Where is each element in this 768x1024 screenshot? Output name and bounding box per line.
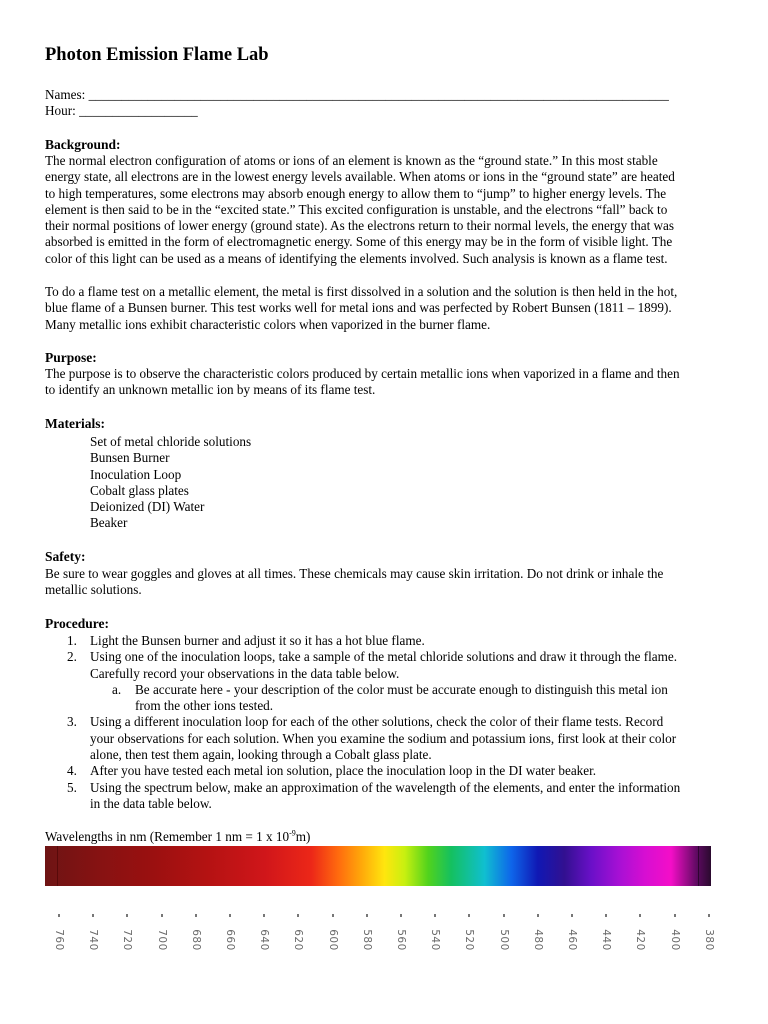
step-text: in the data table below. bbox=[90, 795, 212, 811]
tick-label: 380 bbox=[702, 929, 715, 951]
list-item: Inoculation Loop bbox=[90, 466, 182, 482]
procedure-step bbox=[45, 714, 715, 763]
wavelength-tick bbox=[120, 914, 134, 951]
procedure-step bbox=[45, 763, 715, 779]
text-line: metallic solutions. bbox=[45, 582, 142, 598]
spectrum-caption bbox=[45, 829, 310, 845]
wavelength-tick bbox=[428, 914, 442, 951]
tick-label: 580 bbox=[360, 929, 373, 951]
tick-mark bbox=[674, 914, 676, 917]
text-line: To do a flame test on a metallic element, the metal is first dissolved in a solution and the solution is then held in the hot, bbox=[45, 284, 678, 299]
tick-mark bbox=[708, 914, 710, 917]
step-text: Using a different inoculation loop for each of the other solutions, check the color of their flame tests. Record bbox=[90, 714, 664, 730]
text-line: to high temperatures, some electrons may absorb enough energy to allow them to “jump” to higher energy levels. The bbox=[45, 185, 667, 201]
tick-label: 660 bbox=[224, 929, 236, 951]
list-item: Set of metal chloride solutions bbox=[90, 434, 252, 449]
tick-mark bbox=[571, 914, 573, 917]
procedure-step bbox=[45, 633, 715, 649]
text-line: absorbed is emitted in the form of electromagnetic energy. Some of this energy may be in the form of visible light. The bbox=[45, 234, 673, 250]
background-paragraph-1 bbox=[45, 153, 713, 267]
tick-label: 760 bbox=[53, 929, 65, 951]
wavelength-tick bbox=[702, 914, 716, 951]
tick-mark bbox=[434, 914, 436, 917]
wavelength-tick bbox=[52, 914, 66, 951]
wavelength-tick bbox=[86, 914, 100, 951]
spectrum-caption-end: m) bbox=[295, 829, 311, 844]
tick-label: 560 bbox=[395, 929, 407, 951]
step-text: your observations for each solution. When you examine the sodium and potassium ions, first look at their color bbox=[90, 730, 677, 746]
step-number: 3. bbox=[67, 714, 77, 730]
tick-mark bbox=[297, 914, 299, 917]
spectrum-edge-right bbox=[698, 846, 699, 886]
procedure-step bbox=[45, 780, 715, 813]
tick-label: 500 bbox=[497, 929, 510, 951]
step-text: Carefully record your observations in the data table below. bbox=[90, 665, 400, 681]
safety-paragraph bbox=[45, 566, 713, 599]
tick-label: 520 bbox=[463, 929, 476, 951]
step-number: 1. bbox=[67, 633, 77, 648]
tick-label: 400 bbox=[668, 929, 681, 951]
page-title: Photon Emission Flame Lab bbox=[45, 45, 269, 65]
spectrum-edge-left bbox=[57, 846, 58, 886]
text-line: their normal positions of lower energy (ground state). As the electrons return to their normal levels, the energy that was bbox=[45, 218, 675, 234]
text-line: to identify an unknown metallic ion by means of its flame test. bbox=[45, 382, 376, 398]
step-number: 2. bbox=[67, 649, 77, 665]
purpose-paragraph bbox=[45, 366, 713, 399]
background-heading: Background: bbox=[45, 137, 121, 152]
text-line: Be sure to wear goggles and gloves at all times. These chemicals may cause skin irritation. Do not drink or inhale the bbox=[45, 566, 664, 581]
procedure-list bbox=[45, 633, 715, 812]
tick-label: 480 bbox=[531, 929, 544, 951]
step-text: Using the spectrum below, make an approximation of the wavelength of the elements, and enter the information bbox=[90, 779, 681, 795]
wavelength-tick bbox=[462, 914, 476, 951]
wavelength-tick bbox=[360, 914, 374, 951]
tick-label: 420 bbox=[634, 929, 647, 951]
step-text: Using one of the inoculation loops, take a sample of the metal chloride solutions and draw it through the flame. bbox=[90, 649, 678, 665]
tick-label: 440 bbox=[600, 929, 613, 951]
hour-line: Hour: __________________ bbox=[45, 103, 198, 118]
spectrum-caption-exponent: -9 bbox=[289, 828, 296, 838]
text-line: The purpose is to observe the characteristic colors produced by certain metallic ions when vaporized in a flame and then bbox=[45, 366, 680, 381]
names-line: Names: ________________________________________________________________________________________ bbox=[45, 87, 669, 102]
tick-label: 600 bbox=[326, 929, 339, 951]
text-line: Many metallic ions exhibit characteristic colors when vaporized in the burner flame. bbox=[45, 316, 491, 332]
tick-label: 640 bbox=[258, 929, 271, 951]
tick-mark bbox=[605, 914, 607, 917]
text-line: color of this light can be used as a means of identifying the elements involved. Such analysis is known as a flame test. bbox=[45, 250, 668, 266]
tick-label: 700 bbox=[155, 929, 168, 951]
tick-label: 620 bbox=[292, 929, 305, 951]
tick-label: 720 bbox=[121, 929, 134, 951]
wavelength-tick bbox=[155, 914, 169, 951]
tick-mark bbox=[229, 914, 231, 917]
materials-list bbox=[90, 434, 251, 532]
wavelength-tick bbox=[497, 914, 511, 951]
list-item: Bunsen Burner bbox=[90, 450, 170, 466]
list-item: Deionized (DI) Water bbox=[90, 499, 205, 515]
procedure-heading: Procedure: bbox=[45, 616, 109, 631]
wavelength-tick bbox=[668, 914, 682, 951]
procedure-substep bbox=[45, 682, 715, 715]
substep-text: from the other ions tested. bbox=[135, 698, 274, 714]
purpose-heading: Purpose: bbox=[45, 350, 97, 365]
tick-mark bbox=[503, 914, 505, 917]
visible-spectrum-image bbox=[45, 846, 711, 886]
safety-heading: Safety: bbox=[45, 549, 86, 564]
text-line: The normal electron configuration of atoms or ions of an element is known as the “ground state.” In this most stable bbox=[45, 153, 658, 168]
tick-mark bbox=[468, 914, 470, 917]
wavelength-tick bbox=[531, 914, 545, 951]
tick-mark bbox=[58, 914, 60, 917]
tick-mark bbox=[537, 914, 539, 917]
procedure-step bbox=[45, 649, 715, 682]
tick-mark bbox=[92, 914, 94, 917]
tick-mark bbox=[332, 914, 334, 917]
step-text: alone, then test them again, looking through a Cobalt glass plate. bbox=[90, 747, 432, 763]
tick-label: 460 bbox=[566, 929, 578, 951]
wavelength-tick bbox=[633, 914, 647, 951]
wavelength-tick bbox=[599, 914, 613, 951]
tick-mark bbox=[400, 914, 402, 917]
step-text: After you have tested each metal ion solution, place the inoculation loop in the DI water beaker. bbox=[90, 763, 597, 779]
materials-heading: Materials: bbox=[45, 416, 105, 431]
text-line: element is then said to be in the “excited state.” This excited configuration is unstable, and the electrons “fall” back to bbox=[45, 201, 668, 217]
step-number: 4. bbox=[67, 763, 77, 779]
list-item: Cobalt glass plates bbox=[90, 482, 189, 498]
tick-label: 680 bbox=[189, 929, 202, 951]
tick-mark bbox=[263, 914, 265, 917]
tick-mark bbox=[126, 914, 128, 917]
tick-mark bbox=[366, 914, 368, 917]
substep-letter: a. bbox=[112, 681, 122, 697]
spectrum-caption-text: Wavelengths in nm (Remember 1 nm = 1 x 10 bbox=[45, 829, 290, 844]
wavelength-tick bbox=[189, 914, 203, 951]
text-line: blue flame of a Bunsen burner. This test works well for metal ions and was perfected by Robert Bunsen (1811 – 1899). bbox=[45, 300, 672, 316]
step-text: Light the Bunsen burner and adjust it so it has a hot blue flame. bbox=[90, 633, 425, 648]
wavelength-scale bbox=[45, 914, 725, 964]
wavelength-tick bbox=[326, 914, 340, 951]
list-item: Beaker bbox=[90, 515, 128, 531]
tick-label: 540 bbox=[429, 929, 442, 951]
wavelength-tick bbox=[223, 914, 237, 951]
wavelength-tick bbox=[291, 914, 305, 951]
wavelength-tick bbox=[565, 914, 579, 951]
tick-mark bbox=[195, 914, 197, 917]
tick-mark bbox=[639, 914, 641, 917]
step-number: 5. bbox=[67, 779, 77, 795]
background-paragraph-2 bbox=[45, 284, 713, 333]
wavelength-tick bbox=[394, 914, 408, 951]
text-line: energy state, all electrons are in the lowest energy levels available. When atoms or ions in the “ground state” are heated bbox=[45, 169, 675, 185]
wavelength-tick bbox=[257, 914, 271, 951]
tick-label: 740 bbox=[87, 929, 100, 951]
tick-mark bbox=[161, 914, 163, 917]
substep-text: Be accurate here - your description of the color must be accurate enough to distinguish this metal ion bbox=[135, 681, 668, 697]
